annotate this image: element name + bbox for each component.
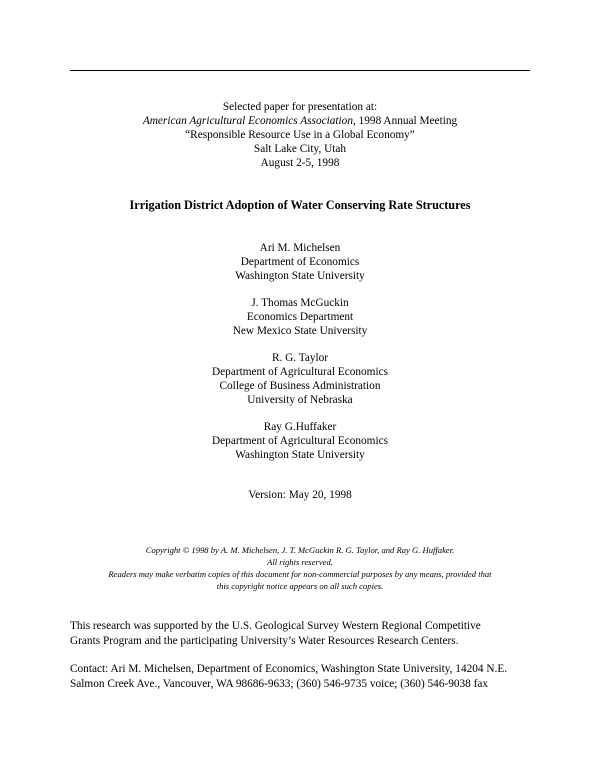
- association-name: American Agricultural Economics Association: [142, 115, 353, 127]
- contact-line-1: Contact: Ari M. Michelsen, Department of Economics, Washington State University, 14204 N.E.: [70, 663, 508, 675]
- author-block-2: [70, 296, 530, 338]
- header-dates: August 2-5, 1998: [260, 157, 340, 169]
- top-rule: [70, 70, 530, 71]
- association-meeting: , 1998 Annual Meeting: [352, 115, 458, 127]
- author-affiliation: New Mexico State University: [232, 325, 368, 337]
- version-line: Version: May 20, 1998: [248, 489, 352, 501]
- author-name: Ari M. Michelsen: [259, 242, 341, 254]
- header-association: [70, 114, 530, 128]
- author-block-3: [70, 351, 530, 407]
- author-affiliation: College of Business Administration: [219, 380, 381, 392]
- header-line-1: Selected paper for presentation at:: [222, 101, 378, 113]
- paper-title: Irrigation District Adoption of Water Conserving Rate Structures: [129, 198, 471, 212]
- author-affiliation: Department of Economics: [240, 256, 360, 268]
- copyright-line-2: All rights reserved.: [267, 557, 333, 567]
- author-block-4: [70, 420, 530, 462]
- author-affiliation: Department of Agricultural Economics: [212, 366, 388, 378]
- author-affiliation: Washington State University: [235, 449, 365, 461]
- author-name: Ray G.Huffaker: [263, 421, 337, 433]
- header-theme: “Responsible Resource Use in a Global Economy”: [185, 129, 415, 141]
- author-affiliation: University of Nebraska: [247, 394, 353, 406]
- copyright-line-4: this copyright notice appears on all such copies.: [216, 581, 384, 591]
- author-name: J. Thomas McGuckin: [251, 297, 349, 309]
- author-name: R. G. Taylor: [271, 352, 329, 364]
- copyright-line-3: Readers may make verbatim copies of this document for non-commercial purposes by any means, provided that: [108, 569, 492, 579]
- conference-header: [70, 100, 530, 170]
- contact-line-2: Salmon Creek Ave., Vancouver, WA 98686-9633; (360) 546-9735 voice; (360) 546-9038 fax: [70, 678, 489, 690]
- contact-paragraph: [70, 662, 540, 692]
- author-affiliation: Department of Agricultural Economics: [212, 435, 388, 447]
- funding-paragraph: [70, 619, 540, 649]
- funding-line-2: Grants Program and the participating University’s Water Resources Research Centers.: [70, 635, 459, 647]
- author-affiliation: Washington State University: [235, 270, 365, 282]
- copyright-notice: [60, 544, 540, 592]
- copyright-line-1: Copyright © 1998 by A. M. Michelsen, J. T. McGuckin R. G. Taylor, and Ray G. Huffaker.: [145, 545, 455, 555]
- author-affiliation: Economics Department: [246, 311, 354, 323]
- author-block-1: [70, 241, 530, 283]
- header-location: Salt Lake City, Utah: [253, 143, 347, 155]
- funding-line-1: This research was supported by the U.S. Geological Survey Western Regional Competitive: [70, 620, 481, 632]
